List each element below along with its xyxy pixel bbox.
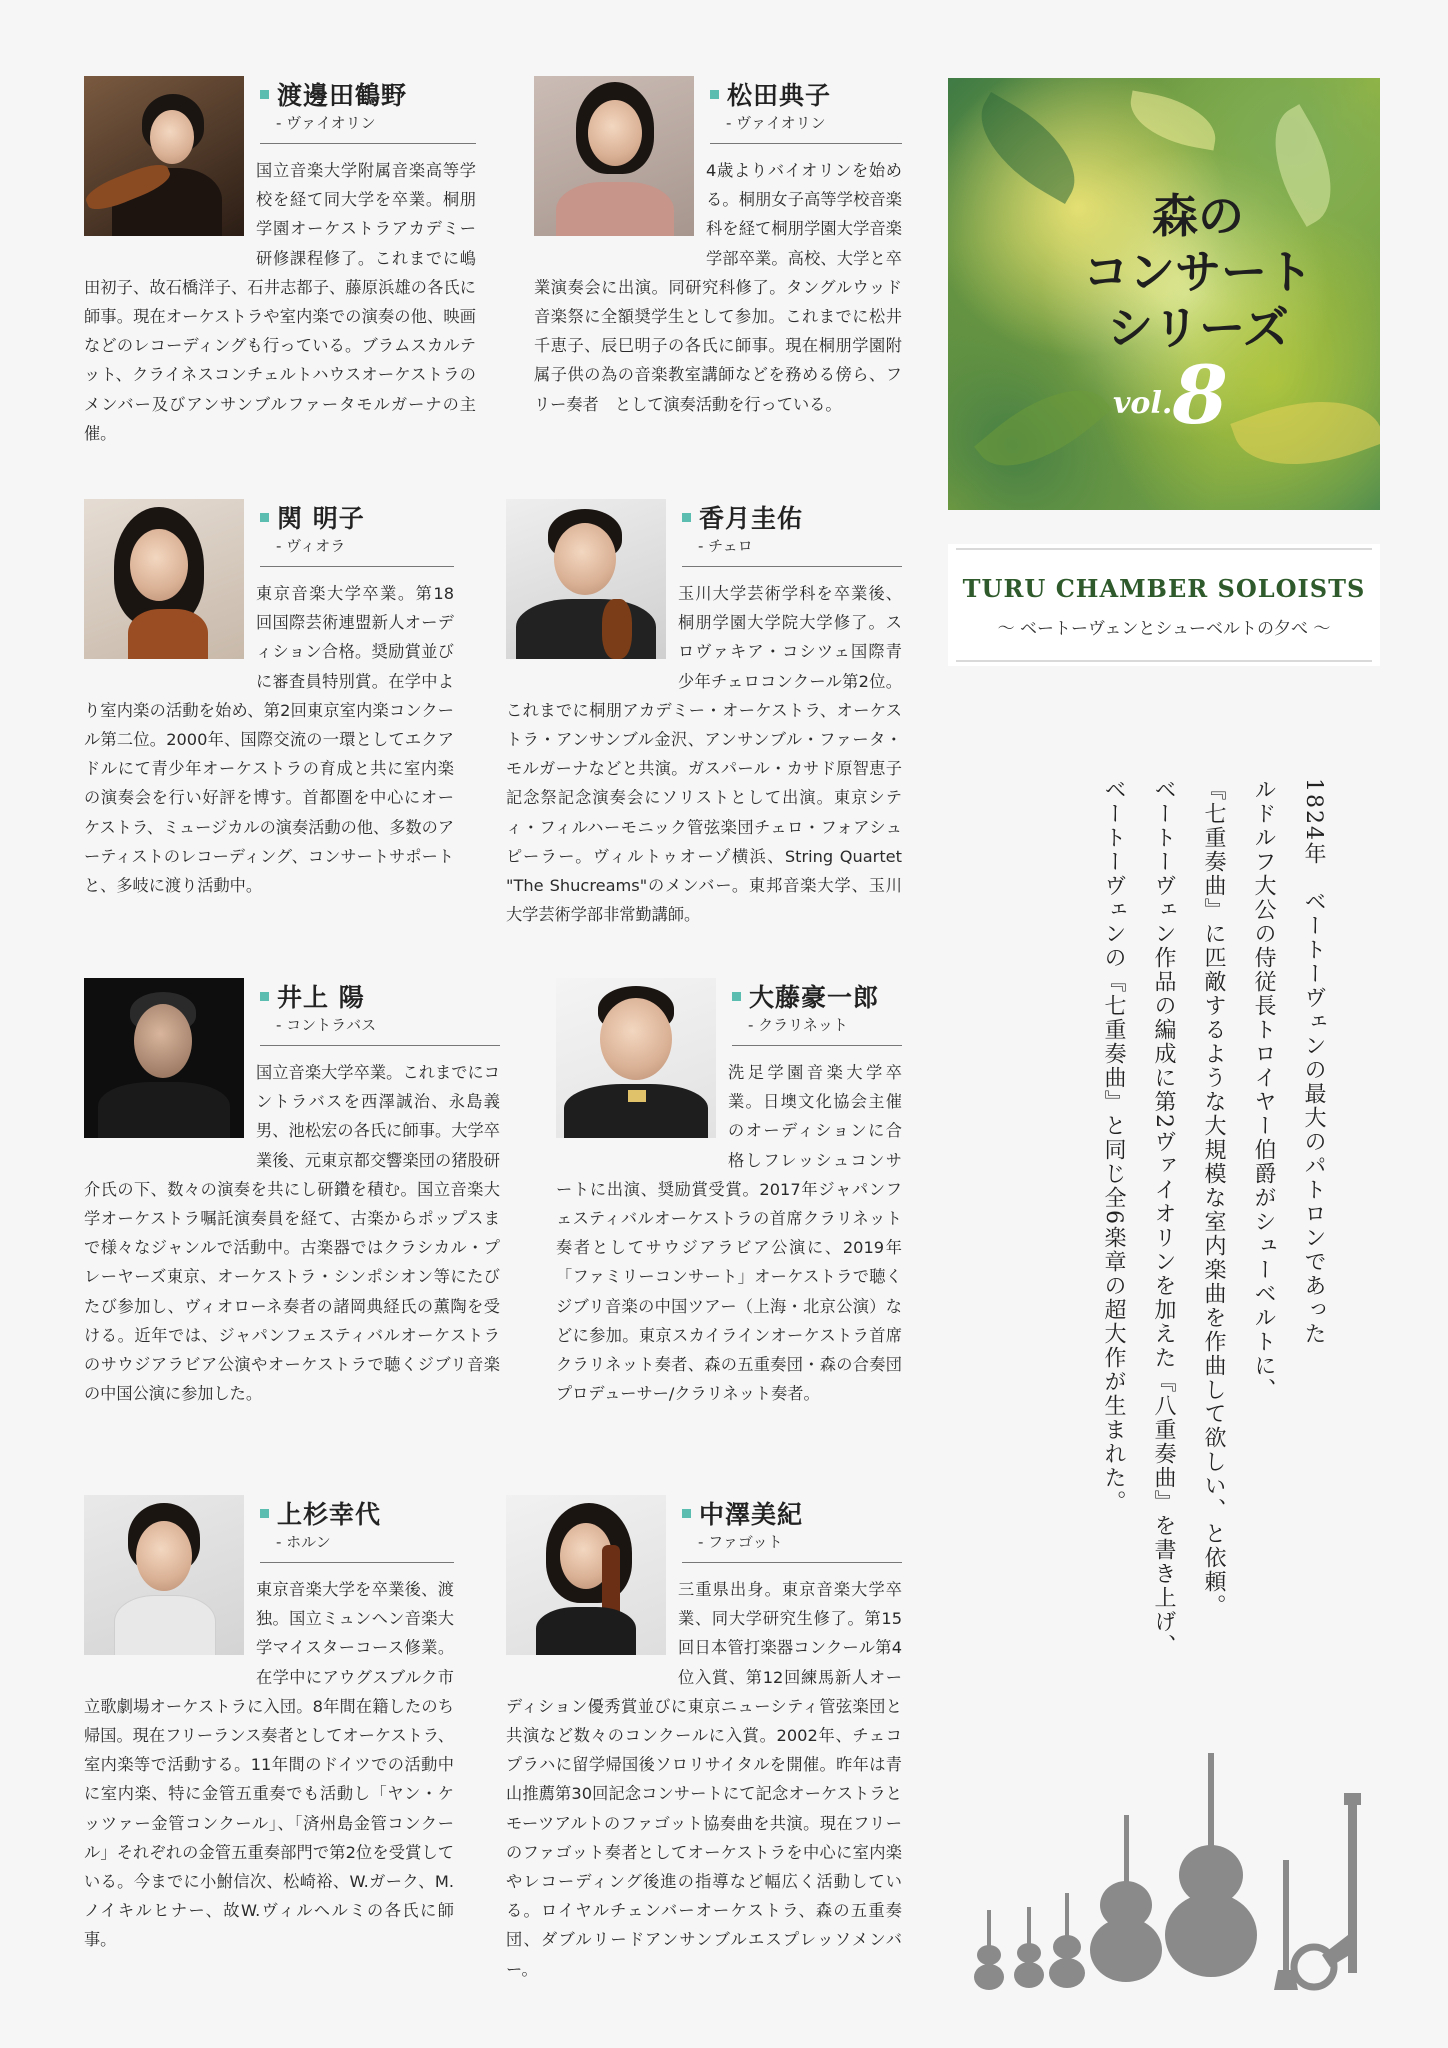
viola-icon	[1049, 1893, 1085, 1988]
profile-role: - チェロ	[698, 537, 753, 555]
profile-matsuda	[534, 76, 902, 456]
profile-bio: 東京音楽大学を卒業後、渡独。国立ミュンヘン音楽大学マイスターコース修業。在学中にアウグスブルク市立歌劇場オーケストラに入団。8年間在籍したのち帰国。現在フリーランス奏者としてオーケストラ、室内楽等で活動する。11年間のドイツでの活動中に室内楽、特に金管五重奏でも活動し「ヤン・ケッツァー金管コンクール」、「済州島金管コンクール」それぞれの金管五重奏部門で第2位を受賞している。今までに小鮒信次、松崎裕、W.ガーク、M.ノイキルヒナー、故W.ヴィルヘルミの各氏に師事。	[84, 1580, 454, 1950]
profile-bio: 三重県出身。東京音楽大学卒業、同大学研究生修了。第15回日本管打楽器コンクール第4位入賞、第12回練馬新人オーディション優秀賞並びに東京ニューシティ管弦楽団と共演など数々のコンクールに入賞。2002年、チェコプラハに留学帰国後ソロリサイタルを開催。昨年は青山推薦第30回記念コンサートにて記念オーケストラとモーツアルトのファゴット協奏曲を共演。現在フリーのファゴット奏者としてオーケストラを中心に室内楽やレコーディング後進の指導など幅広く活動している。ロイヤルチェンバーオーケストラ、森の五重奏団、ダブルリードアンサンブルエスプレッソメンバー。	[506, 1580, 902, 1979]
profile-role: - コントラバス	[276, 1016, 377, 1034]
profile-inoue	[84, 978, 500, 1448]
profile-name: 上杉幸代	[260, 1495, 381, 1531]
story-line: ベートーヴェン作品の編成に第2ヴァイオリンを加えた『八重奏曲』を書き上げ、	[1151, 778, 1176, 1658]
profile-ofuji	[556, 978, 902, 1448]
profile-role: - ファゴット	[698, 1533, 783, 1551]
profile-name: 中澤美紀	[682, 1495, 803, 1531]
profile-role: - ホルン	[276, 1533, 331, 1551]
profile-watanabe	[84, 76, 476, 456]
profile-bio: 洗足学園音楽大学卒業。日墺文化協会主催のオーディションに合格しフレッシュコンサートに出演、奨励賞受賞。2017年ジャパンフェスティバルオーケストラの首席クラリネット奏者としてサウジアラビア公演に、2019年「ファミリーコンサート」オーケストラで聴くジブリ音楽の中国ツアー（上海・北京公演）などに参加。東京スカイラインオーケストラ首席クラリネット奏者、森の五重奏団・森の合奏団プロデューサー/クラリネット奏者。	[556, 1063, 902, 1404]
concert-cover-art	[948, 78, 1380, 510]
profile-bio: 玉川大学芸術学科を卒業後、桐朋学園大学院大学修了。スロヴァキア・コシツェ国際青少年チェロコンクール第2位。これまでに桐朋アカデミー・オーケストラ、オーケストラ・アンサンブル金沢、アンサンブル・ファータ・モルガーナなどと共演。ガスパール・カサド原智恵子記念祭記念演奏会にソリストとして出演。東京シティ・フィルハーモニック管弦楽団チェロ・フォアシュピーラー。ヴィルトゥオーゾ横浜、String Quartet "The Shucreams"のメンバー。東邦音楽大学、玉川大学芸術学部非常勤講師。	[506, 584, 902, 925]
violin-icon	[974, 1910, 1004, 1990]
contrabass-icon	[1165, 1753, 1257, 1977]
profile-name: 井上 陽	[260, 978, 365, 1014]
story-line: ベートーヴェンの『七重奏曲』と同じ全6楽章の超大作が生まれた。	[1101, 778, 1126, 1514]
profile-role: - クラリネット	[748, 1016, 848, 1034]
concert-title-box	[948, 544, 1380, 666]
profile-name: 松田典子	[710, 76, 831, 112]
profile-bio: 国立音楽大学卒業。これまでにコントラバスを西澤誠治、永島義男、池松宏の各氏に師事。大学卒業後、元東京都交響楽団の猪股研介氏の下、数々の演奏を共にし研鑽を積む。国立音楽大学オーケストラ嘱託演奏員を経て、古楽からポップスまで様々なジャンルで活動中。古楽器ではクラシカル・プレーヤーズ東京、オーケストラ・シンポシオン等にたびたび参加し、ヴィオローネ奏者の諸岡典経氏の薫陶を受ける。近年では、ジャパンフェスティバルオーケストラのサウジアラビア公演やオーケストラで聴くジブリ音楽の中国公演に参加した。	[84, 1063, 500, 1404]
instrument-illustration	[960, 1745, 1380, 2005]
profile-role: - ヴァイオリン	[276, 114, 376, 132]
cover-volume: vol.8	[1113, 348, 1228, 442]
story-text	[1088, 778, 1338, 1678]
horn-icon	[1294, 1935, 1356, 1987]
profile-role: - ヴィオラ	[276, 537, 346, 555]
profile-bio: 4歳よりバイオリンを始める。桐朋女子高等学校音楽科を経て桐朋学園大学音楽学部卒業。高校、大学と卒業演奏会に出演。同研究科修了。タングルウッド音楽祭に全額奨学生として参加。これまでに松井千恵子、辰巳明子の各氏に師事。現在桐朋学園附属子供の為の音楽教室講師などを務める傍ら、フリー奏者 として演奏活動を行っている。	[534, 161, 902, 414]
profile-name: 大藤豪一郎	[732, 978, 879, 1014]
profile-name: 香月圭佑	[682, 499, 803, 535]
profile-seki	[84, 499, 454, 949]
story-line: 1824年 ベートーヴェンの最大のパトロンであった	[1301, 778, 1326, 1346]
profile-name: 渡邊田鶴野	[260, 76, 407, 112]
profile-bio: 東京音楽大学卒業。第18回国際芸術連盟新人オーディション合格。奨励賞並びに審査員特別賞。在学中より室内楽の活動を始め、第2回東京室内楽コンクール第二位。2000年、国際交流の一環としてエクアドルにて青少年オーケストラの育成と共に室内楽の演奏会を行い好評を博す。首都圏を中心にオーケストラ、ミュージカルの演奏活動の他、多数のアーティストのレコーディング、コンサートサポートと、多岐に渡り活動中。	[84, 584, 454, 896]
cello-icon	[1090, 1815, 1162, 1982]
story-line: ルドルフ大公の侍従長トロイヤー伯爵がシューベルトに、	[1251, 778, 1276, 1402]
profile-role: - ヴァイオリン	[726, 114, 826, 132]
profile-bio: 国立音楽大学附属音楽高等学校を経て同大学を卒業。桐朋学園オーケストラアカデミー研修課程修了。これまでに嶋田初子、故石橋洋子、石井志都子、藤原浜雄の各氏に師事。現在オーケストラや室内楽での演奏の他、映画などのレコーディングも行っている。ブラムスカルテット、クライネスコンチェルトハウスオーケストラのメンバー及びアンサンブルファータモルガーナの主催。	[84, 161, 476, 443]
profile-name: 関 明子	[260, 499, 365, 535]
concert-title-en: TURU CHAMBER SOLOISTS	[962, 574, 1366, 603]
violin-icon	[1014, 1907, 1044, 1988]
cover-title: 森の コンサート シリーズ	[1083, 189, 1313, 355]
concert-subtitle: ～ ベートーヴェンとシューベルトの夕べ ～	[997, 619, 1331, 639]
profile-nakazawa	[506, 1495, 902, 1995]
story-line: 『七重奏曲』に匹敵するような大規模な室内楽曲を作曲して欲しい、と依頼。	[1201, 778, 1226, 1618]
profile-katsuki	[506, 499, 902, 949]
profile-uesugi	[84, 1495, 454, 1995]
